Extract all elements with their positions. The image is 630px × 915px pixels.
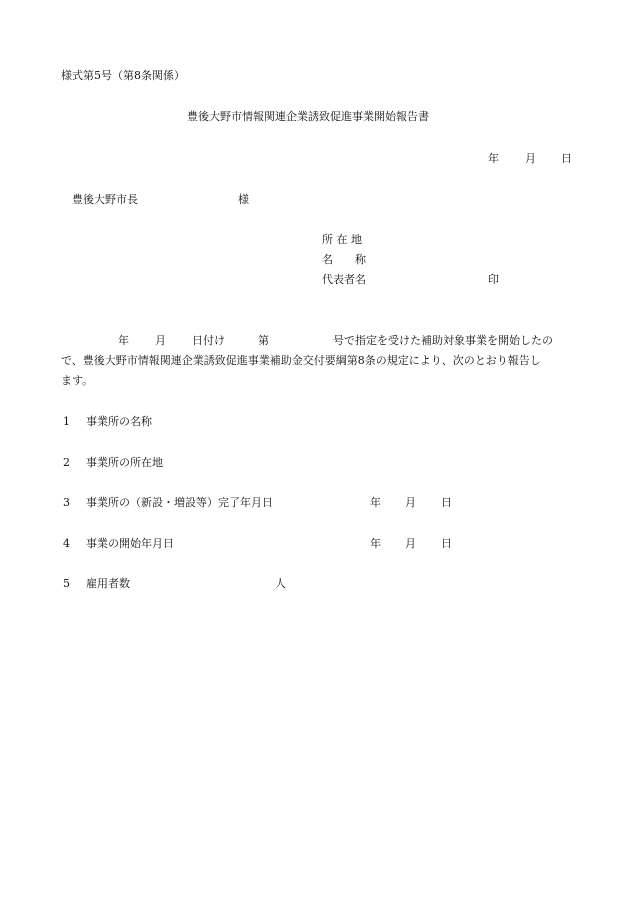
item-label: 事業所の名称 bbox=[86, 415, 152, 428]
body-dated-label: 日付け bbox=[192, 334, 225, 347]
item-label: 事業所の所在地 bbox=[86, 456, 163, 469]
document-title: 豊後大野市情報関連企業誘致促進事業開始報告書 bbox=[187, 110, 429, 123]
seal-mark: 印 bbox=[488, 273, 499, 286]
item-label: 事業所の（新設・増設等）完了年月日 bbox=[86, 496, 273, 509]
item-number: 2 bbox=[63, 456, 70, 469]
item-number: 3 bbox=[63, 496, 70, 509]
body-line-3: ます。 bbox=[61, 374, 94, 387]
body-line-2: で、豊後大野市情報関連企業誘致促進事業補助金交付要綱第8条の規定により、次のとおり報告し bbox=[61, 354, 541, 367]
body-month-label: 月 bbox=[155, 334, 166, 347]
item-label: 雇用者数 bbox=[86, 577, 130, 590]
body-number-suffix: 号で指定を受けた補助対象事業を開始したの bbox=[333, 334, 553, 347]
addressee-name: 豊後大野市長 bbox=[72, 193, 138, 206]
item-number: 5 bbox=[63, 577, 70, 590]
item-day-label: 日 bbox=[441, 496, 452, 509]
item-number: 1 bbox=[63, 415, 70, 428]
date-year-label: 年 bbox=[488, 152, 499, 165]
date-month-label: 月 bbox=[525, 152, 536, 165]
body-number-prefix: 第 bbox=[258, 334, 269, 347]
date-day-label: 日 bbox=[561, 152, 572, 165]
location-label: 所 在 地 bbox=[322, 233, 362, 246]
item-year-label: 年 bbox=[370, 537, 381, 550]
name-label: 名 称 bbox=[322, 253, 366, 266]
body-year-label: 年 bbox=[118, 334, 129, 347]
item-unit-label: 人 bbox=[275, 577, 286, 590]
item-number: 4 bbox=[63, 537, 70, 550]
addressee-honorific: 様 bbox=[238, 193, 249, 206]
item-label: 事業の開始年月日 bbox=[86, 537, 174, 550]
item-month-label: 月 bbox=[405, 496, 416, 509]
item-month-label: 月 bbox=[405, 537, 416, 550]
item-day-label: 日 bbox=[441, 537, 452, 550]
form-number: 様式第5号（第8条関係） bbox=[61, 69, 185, 82]
representative-label: 代表者名 bbox=[322, 273, 366, 286]
item-year-label: 年 bbox=[370, 496, 381, 509]
